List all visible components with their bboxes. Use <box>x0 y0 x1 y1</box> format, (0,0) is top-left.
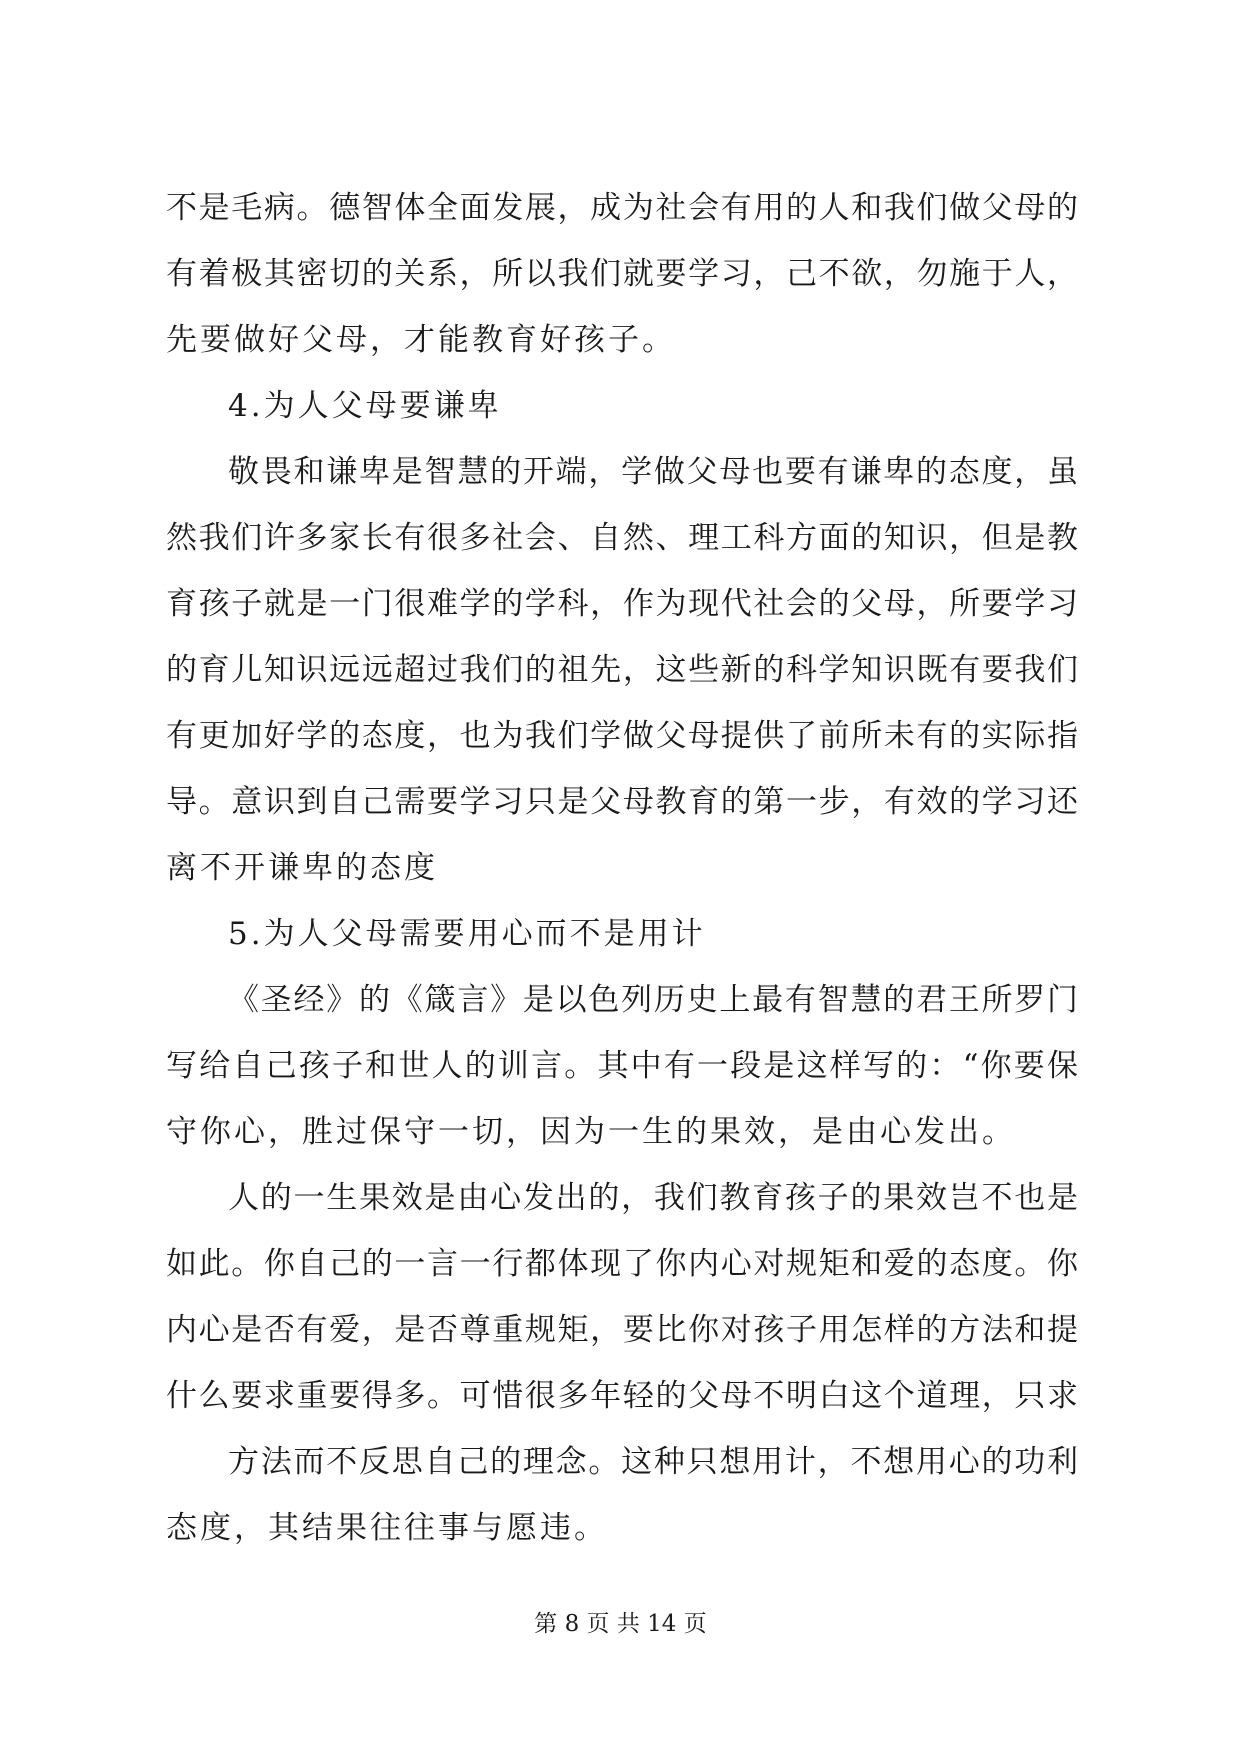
paragraph-1-line-3: 先要做好父母，才能教育好孩子。 <box>166 322 676 358</box>
paragraph-2-line-2: 然我们许多家长有很多社会、自然、理工科方面的知识，但是教 <box>166 520 1078 556</box>
paragraph-4-line-1: 人的一生果效是由心发出的，我们教育孩子的果效岂不也是 <box>228 1180 1078 1216</box>
paragraph-5-line-2: 态度，其结果往往事与愿违。 <box>166 1510 608 1546</box>
paragraph-5-line-1: 方法而不反思自己的理念。这种只想用计，不想用心的功利 <box>228 1444 1078 1480</box>
paragraph-4-line-3: 内心是否有爱，是否尊重规矩，要比你对孩子用怎样的方法和提 <box>166 1312 1078 1348</box>
paragraph-4-line-4: 什么要求重要得多。可惜很多年轻的父母不明白这个道理，只求 <box>166 1378 1078 1414</box>
paragraph-4-line-2: 如此。你自己的一言一行都体现了你内心对规矩和爱的态度。你 <box>166 1246 1078 1282</box>
paragraph-2-line-4: 的育儿知识远远超过我们的祖先，这些新的科学知识既有要我们 <box>166 652 1078 688</box>
paragraph-2-line-3: 育孩子就是一门很难学的学科，作为现代社会的父母，所要学习 <box>166 586 1078 622</box>
heading-4: 4.为人父母要谦卑 <box>228 388 502 424</box>
paragraph-1-line-2: 有着极其密切的关系，所以我们就要学习，己不欲，勿施于人， <box>166 256 1078 292</box>
paragraph-2-line-7: 离不开谦卑的态度 <box>166 850 438 886</box>
page-number-footer: 第 8 页 共 14 页 <box>534 1611 707 1637</box>
paragraph-2-line-6: 导。意识到自己需要学习只是父母教育的第一步，有效的学习还 <box>166 784 1078 820</box>
paragraph-3-line-1: 《圣经》的《箴言》是以色列历史上最有智慧的君王所罗门 <box>228 982 1078 1018</box>
paragraph-2-line-1: 敬畏和谦卑是智慧的开端，学做父母也要有谦卑的态度，虽 <box>228 454 1078 490</box>
paragraph-1-line-1: 不是毛病。德智体全面发展，成为社会有用的人和我们做父母的 <box>166 190 1078 226</box>
heading-5: 5.为人父母需要用心而不是用计 <box>228 916 706 952</box>
paragraph-2-line-5: 有更加好学的态度，也为我们学做父母提供了前所未有的实际指 <box>166 718 1078 754</box>
paragraph-3-line-2: 写给自己孩子和世人的训言。其中有一段是这样写的：“你要保 <box>166 1048 1078 1084</box>
paragraph-3-line-3: 守你心，胜过保守一切，因为一生的果效，是由心发出。 <box>166 1114 1016 1150</box>
